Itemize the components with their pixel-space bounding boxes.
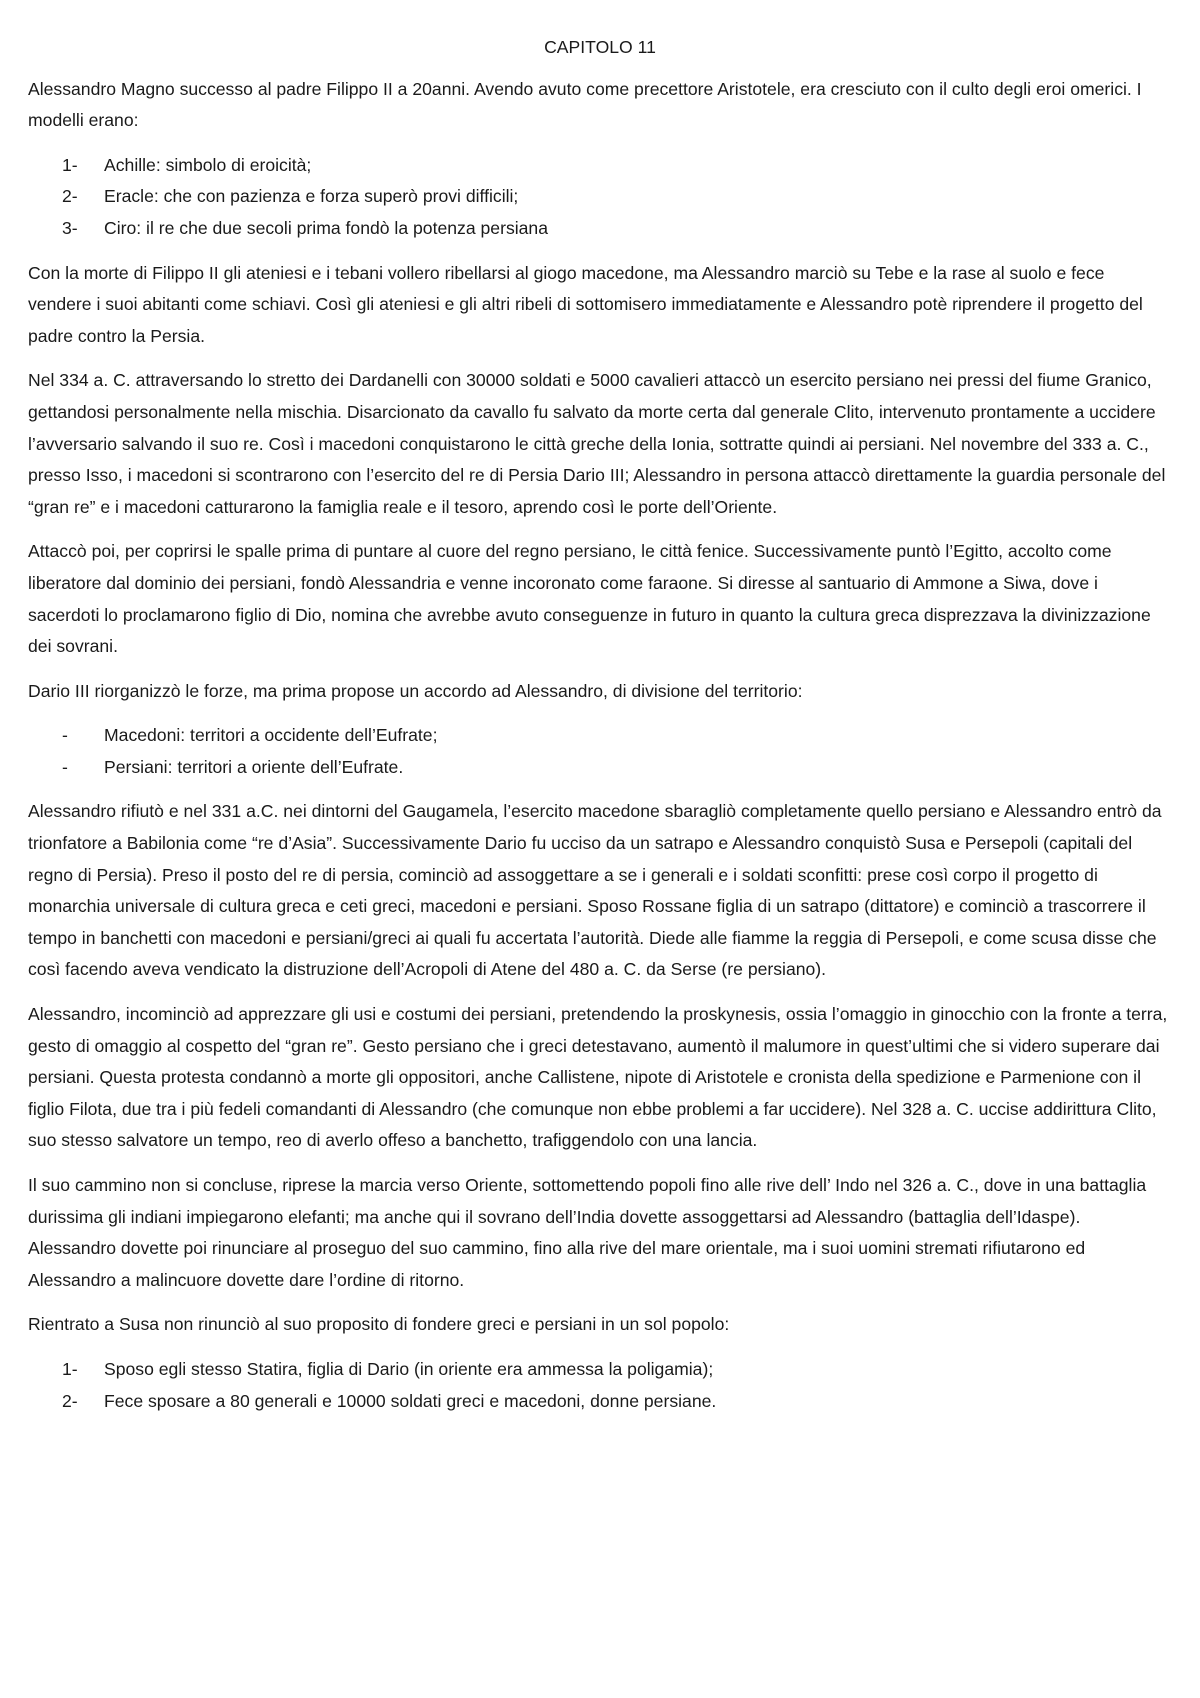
- paragraph-proskynesis: Alessandro, incominciò ad apprezzare gli usi e costumi dei persiani, pretendendo la proskynesis, ossia l’omaggio in ginocchio con la fronte a terra, gesto di omaggio al cospetto del “gran re”. Gesto persiano che i greci detestavano, aumentò il malumore in quest’ultimi che si videro superare dai persiani. Questa protesta condannò a morte gli oppositori, anche Callistene, nipote di Aristotele e cronista della spedizione e Parmenione con il figlio Filota, due tra i più fedeli comandanti di Alessandro (che comunque non ebbe problemi a far uccidere). Nel 328 a. C. uccise addirittura Clito, suo stesso salvatore un tempo, reo di averlo offeso a banchetto, trafiggendolo con una lancia.: [28, 1004, 1168, 1151]
- paragraph-dario-accordo: Dario III riorganizzò le forze, ma prima propose un accordo ad Alessandro, di divisione del territorio:: [28, 680, 803, 701]
- list-marker: 1-: [62, 154, 78, 175]
- paragraph-tebe: Con la morte di Filippo II gli ateniesi e i tebani vollero ribellarsi al giogo macedone, ma Alessandro marciò su Tebe e la rase al suolo e fece vendere i suoi abitanti come schiavi. Così gli ateniesi e gli altri ribeli di sottomisero immediatamente e Alessandro potè riprendere il progetto del padre contro la Persia.: [28, 262, 1143, 346]
- list-marker: 2-: [62, 186, 78, 207]
- list-marker: 2-: [62, 1390, 78, 1411]
- paragraph-indo: Il suo cammino non si concluse, riprese la marcia verso Oriente, sottomettendo popoli fino alle rive dell’ Indo nel 326 a. C., dove in una battaglia durissima gli indiani impiegarono elefanti; ma anche qui il sovrano dell’India dovette assoggettarsi ad Alessandro (battaglia dell’Idaspe). Alessandro dovette poi rinunciare al proseguo del suo cammino, fino alla rive del mare orientale, ma i suoi uomini stremati rifiutarono ed Alessandro a malincuore dovette dare l’ordine di ritorno.: [28, 1175, 1147, 1290]
- list-item-text: Sposo egli stesso Statira, figlia di Dario (in oriente era ammessa la poligamia);: [104, 1358, 714, 1379]
- chapter-title: CAPITOLO 11: [544, 37, 656, 57]
- paragraph-egitto: Attaccò poi, per coprirsi le spalle prima di puntare al cuore del regno persiano, le città fenice. Successivamente puntò l’Egitto, accolto come liberatore dal dominio dei persiani, fondò Alessandria e venne incoronato come faraone. Si diresse al santuario di Ammone a Siwa, dove i sacerdoti lo proclamarono figlio di Dio, nomina che avrebbe avuto conseguenze in futuro in quanto la cultura greca disprezzava la divinizzazione dei sovrani.: [28, 541, 1151, 657]
- list-item-text: Ciro: il re che due secoli prima fondò la potenza persiana: [104, 217, 549, 238]
- list-marker: -: [62, 756, 68, 777]
- list-item: [28, 752, 1172, 784]
- list-item-text: Achille: simbolo di eroicità;: [104, 154, 312, 175]
- list-item-text: Eracle: che con pazienza e forza superò provi difficili;: [104, 186, 519, 207]
- list-item-text: Persiani: territori a oriente dell’Eufrate.: [104, 756, 404, 777]
- bullet-list-territori: [28, 720, 1172, 783]
- list-item: [28, 1354, 1172, 1386]
- list-marker: -: [62, 725, 68, 746]
- list-item-text: Fece sposare a 80 generali e 10000 soldati greci e macedoni, donne persiane.: [104, 1390, 717, 1411]
- list-item: [28, 1386, 1172, 1418]
- list-item: [28, 181, 1172, 213]
- list-marker: 3-: [62, 217, 78, 238]
- paragraph-granico: Nel 334 a. C. attraversando lo stretto dei Dardanelli con 30000 soldati e 5000 cavalieri attaccò un esercito persiano nei pressi del fiume Granico, gettandosi personalmente nella mischia. Disarcionato da cavallo fu salvato da morte certa dal generale Clito, intervenuto prontamente a uccidere l’avversario salvando il suo re. Così i macedoni conquistarono le città greche della Ionia, sottratte quindi ai persiani. Nel novembre del 333 a. C., presso Isso, i macedoni si scontrarono con l’esercito del re di Persia Dario III; Alessandro in persona attaccò direttamente la guardia personale del “gran re” e i macedoni catturarono la famiglia reale e il tesoro, aprendo così le porte dell’Oriente.: [28, 370, 1166, 517]
- list-item-text: Macedoni: territori a occidente dell’Eufrate;: [104, 725, 438, 746]
- numbered-list-susa: [28, 1354, 1172, 1417]
- list-marker: 1-: [62, 1358, 78, 1379]
- paragraph-intro: Alessandro Magno successo al padre Filippo II a 20anni. Avendo avuto come precettore Aristotele, era cresciuto con il culto degli eroi omerici. I modelli erano:: [28, 78, 1142, 131]
- list-item: [28, 213, 1172, 245]
- numbered-list-models: [28, 150, 1172, 245]
- paragraph-gaugamela: Alessandro rifiutò e nel 331 a.C. nei dintorni del Gaugamela, l’esercito macedone sbaragliò completamente quello persiano e Alessandro entrò da trionfatore a Babilonia come “re d’Asia”. Successivamente Dario fu ucciso da un satrapo e Alessandro conquistò Susa e Persepoli (capitali del regno di Persia). Preso il posto del re di persia, cominciò ad assoggettare a se i generali e i soldati sconfitti: prese così corpo il progetto di monarchia universale di cultura greca e ceti greci, macedoni e persiani. Sposo Rossane figlia di un satrapo (dittatore) e cominciò a trascorrere il tempo in banchetti con macedoni e persiani/greci ai quali fu accertata l’autorità. Diede alle fiamme la reggia di Persepoli, e come scusa disse che così facendo aveva vendicato la distruzione dell’Acropoli di Atene del 480 a. C. da Serse (re persiano).: [28, 801, 1162, 980]
- paragraph-susa: Rientrato a Susa non rinunciò al suo proposito di fondere greci e persiani in un sol popolo:: [28, 1314, 730, 1335]
- list-item: [28, 150, 1172, 182]
- list-item: [28, 720, 1172, 752]
